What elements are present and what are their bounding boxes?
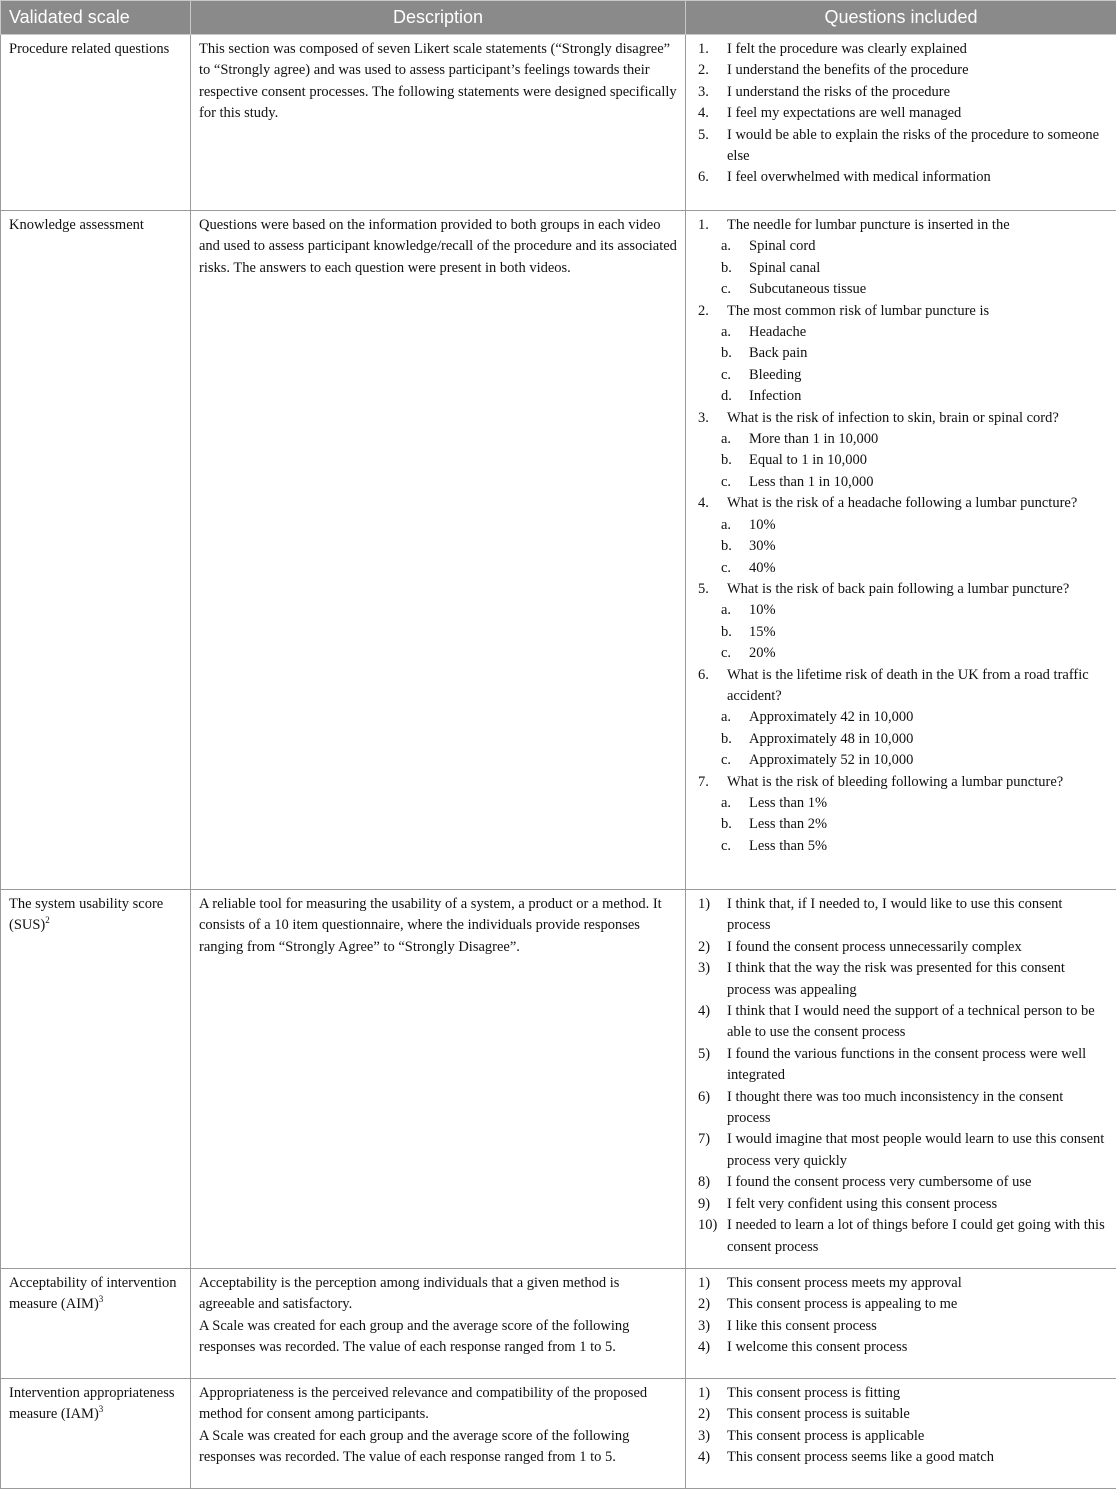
question-number: 1) [698,1273,710,1294]
question-text: What is the risk of infection to skin, brain or spinal cord? [727,410,1059,426]
answer-option [727,600,1108,621]
question-text: I think that I would need the support of a technical person to be able to use the consent process [727,1003,1095,1040]
question-text: This consent process meets my approval [727,1275,962,1291]
description-cell [191,35,686,211]
question-number: 4) [698,1447,710,1468]
question-number: 3. [698,82,709,103]
option-letter: a. [721,322,731,343]
question-number: 1. [698,39,709,60]
scale-name-cell [1,211,191,890]
option-text: Bleeding [749,367,801,383]
answer-option-list [727,707,1108,771]
reference-superscript: 3 [99,1294,104,1304]
question-number: 3) [698,1426,710,1447]
scale-name-cell [1,890,191,1269]
questions-cell [686,1268,1116,1378]
question-list [694,39,1108,189]
table-body [1,35,1116,1489]
option-text: 15% [749,624,776,640]
answer-option-list [727,322,1108,408]
option-letter: d. [721,386,732,407]
question-number: 7) [698,1129,710,1150]
table-row [1,1378,1116,1488]
scale-name-cell [1,1268,191,1378]
question-number: 2. [698,301,709,322]
questions-cell [686,211,1116,890]
questions-cell [686,890,1116,1269]
question-text: The most common risk of lumbar puncture is [727,303,989,319]
header-row [1,1,1116,35]
question-item [694,1316,1108,1337]
description-paragraph: Appropriateness is the perceived relevance and compatibility of the proposed method for consent among participants. [199,1383,677,1426]
question-number: 6. [698,665,709,686]
answer-option [727,707,1108,728]
header-description: Description [191,1,686,35]
question-item [694,665,1108,772]
question-number: 3. [698,408,709,429]
description-paragraph: A Scale was created for each group and the average score of the following responses was recorded. The value of each response ranged from 1 to 5. [199,1316,677,1359]
option-letter: b. [721,814,732,835]
option-letter: a. [721,515,731,536]
question-text: I understand the benefits of the procedure [727,62,969,78]
table-row [1,890,1116,1269]
question-text: I found the various functions in the consent process were well integrated [727,1046,1086,1083]
option-letter: b. [721,343,732,364]
question-item [694,958,1108,1001]
header-validated-scale: Validated scale [1,1,191,35]
question-number: 1) [698,1383,710,1404]
question-text: I found the consent process very cumbersome of use [727,1174,1031,1190]
option-letter: b. [721,622,732,643]
question-text: This consent process is suitable [727,1406,910,1422]
question-list [694,1383,1108,1469]
description-paragraph: Questions were based on the information provided to both groups in each video and used to assess participant knowledge/recall of the procedure and its associated risks. The answers to each question were present in both videos. [199,215,677,279]
answer-option [727,472,1108,493]
description-cell [191,1268,686,1378]
question-item [694,1273,1108,1294]
question-number: 10) [698,1215,717,1236]
option-letter: c. [721,558,731,579]
question-text: This consent process is appealing to me [727,1296,957,1312]
answer-option [727,515,1108,536]
question-number: 3) [698,958,710,979]
question-text: I think that, if I needed to, I would like to use this consent process [727,896,1062,933]
table-row [1,211,1116,890]
description-cell [191,1378,686,1488]
answer-option [727,814,1108,835]
question-text: I felt the procedure was clearly explained [727,41,967,57]
question-item [694,772,1108,858]
option-text: 40% [749,560,776,576]
question-number: 1) [698,894,710,915]
question-item [694,1404,1108,1425]
question-text: What is the risk of bleeding following a lumbar puncture? [727,774,1063,790]
scale-name: Procedure related questions [9,41,169,57]
question-item [694,1129,1108,1172]
answer-option-list [727,429,1108,493]
question-number: 9) [698,1194,710,1215]
reference-superscript: 2 [45,916,50,926]
question-item [694,1172,1108,1193]
question-text: I think that the way the risk was presented for this consent process was appealing [727,960,1065,997]
table-row [1,1268,1116,1378]
option-letter: c. [721,750,731,771]
question-number: 1. [698,215,709,236]
question-list [694,215,1108,857]
question-item [694,1001,1108,1044]
option-text: Less than 1 in 10,000 [749,474,873,490]
option-text: Approximately 42 in 10,000 [749,709,913,725]
question-item [694,1044,1108,1087]
question-text: I like this consent process [727,1318,877,1334]
questions-cell [686,35,1116,211]
answer-option [727,750,1108,771]
scale-name-cell [1,1378,191,1488]
question-item [694,1194,1108,1215]
question-number: 2) [698,1404,710,1425]
question-item [694,301,1108,408]
question-number: 4) [698,1337,710,1358]
option-text: Subcutaneous tissue [749,281,866,297]
question-number: 4. [698,493,709,514]
question-item [694,215,1108,301]
answer-option [727,643,1108,664]
question-text: What is the risk of back pain following a lumbar puncture? [727,581,1069,597]
question-text: I found the consent process unnecessarily complex [727,939,1022,955]
question-item [694,1383,1108,1404]
question-text: What is the risk of a headache following a lumbar puncture? [727,495,1077,511]
option-letter: a. [721,600,731,621]
question-number: 2) [698,937,710,958]
question-text: I feel my expectations are well managed [727,105,961,121]
description-cell [191,890,686,1269]
question-item [694,60,1108,81]
table-row [1,35,1116,211]
description-paragraph: This section was composed of seven Likert scale statements (“Strongly disagree” to “Strongly agree) and was used to assess participant’s feelings towards their respective consent processes. The following statements were designed specifically for this study. [199,39,677,125]
reference-superscript: 3 [99,1404,104,1414]
question-item [694,1337,1108,1358]
description-cell [191,211,686,890]
question-item [694,1447,1108,1468]
question-text: I feel overwhelmed with medical information [727,169,991,185]
question-number: 5) [698,1044,710,1065]
option-letter: c. [721,643,731,664]
answer-option-list [727,600,1108,664]
option-text: 30% [749,538,776,554]
answer-option [727,365,1108,386]
answer-option [727,558,1108,579]
option-text: 10% [749,517,776,533]
answer-option [727,258,1108,279]
option-letter: b. [721,536,732,557]
option-text: Less than 1% [749,795,827,811]
description-paragraph: A Scale was created for each group and the average score of the following responses was recorded. The value of each response ranged from 1 to 5. [199,1426,677,1469]
answer-option-list [727,515,1108,579]
option-text: Headache [749,324,806,340]
question-number: 8) [698,1172,710,1193]
question-text: I would be able to explain the risks of the procedure to someone else [727,127,1099,164]
option-text: More than 1 in 10,000 [749,431,878,447]
answer-option [727,836,1108,857]
answer-option [727,793,1108,814]
answer-option [727,729,1108,750]
option-letter: a. [721,793,731,814]
question-text: The needle for lumbar puncture is inserted in the [727,217,1010,233]
answer-option [727,236,1108,257]
question-text: I thought there was too much inconsistency in the consent process [727,1089,1063,1126]
header-questions-included: Questions included [686,1,1116,35]
option-text: Back pain [749,345,807,361]
answer-option [727,622,1108,643]
answer-option [727,450,1108,471]
question-item [694,167,1108,188]
question-text: I would imagine that most people would learn to use this consent process very quickly [727,1131,1104,1168]
answer-option [727,322,1108,343]
option-text: Less than 5% [749,838,827,854]
option-letter: b. [721,450,732,471]
option-letter: a. [721,429,731,450]
answer-option-list [727,793,1108,857]
question-item [694,408,1108,494]
question-item [694,579,1108,665]
scale-name: Acceptability of intervention measure (AIM) [9,1275,177,1312]
question-number: 2) [698,1294,710,1315]
question-item [694,125,1108,168]
question-text: I understand the risks of the procedure [727,84,950,100]
option-letter: a. [721,236,731,257]
option-letter: c. [721,365,731,386]
option-letter: c. [721,472,731,493]
answer-option [727,536,1108,557]
option-text: Infection [749,388,801,404]
questions-cell [686,1378,1116,1488]
question-item [694,937,1108,958]
question-number: 4. [698,103,709,124]
answer-option [727,279,1108,300]
question-number: 2. [698,60,709,81]
question-number: 3) [698,1316,710,1337]
question-item [694,1087,1108,1130]
answer-option-list [727,236,1108,300]
option-text: Approximately 52 in 10,000 [749,752,913,768]
question-number: 5. [698,579,709,600]
option-letter: b. [721,258,732,279]
question-item [694,894,1108,937]
scale-name: Intervention appropriateness measure (IAM) [9,1385,174,1422]
answer-option [727,429,1108,450]
question-number: 7. [698,772,709,793]
option-text: 10% [749,602,776,618]
question-text: This consent process is applicable [727,1428,924,1444]
question-text: I needed to learn a lot of things before I could get going with this consent process [727,1217,1105,1254]
option-text: Spinal canal [749,260,820,276]
question-text: I welcome this consent process [727,1339,907,1355]
question-item [694,1426,1108,1447]
description-paragraph: Acceptability is the perception among individuals that a given method is agreeable and satisfactory. [199,1273,677,1316]
question-number: 5. [698,125,709,146]
description-paragraph: A reliable tool for measuring the usability of a system, a product or a method. It consists of a 10 item questionnaire, where the individuals provide responses ranging from “Strongly Agree” to “Strongly Disagree”. [199,894,677,958]
scale-name: Knowledge assessment [9,217,144,233]
question-text: This consent process is fitting [727,1385,900,1401]
question-text: This consent process seems like a good match [727,1449,994,1465]
question-item [694,1215,1108,1258]
question-number: 4) [698,1001,710,1022]
question-item [694,39,1108,60]
answer-option [727,386,1108,407]
option-letter: a. [721,707,731,728]
option-letter: c. [721,836,731,857]
option-text: Equal to 1 in 10,000 [749,452,867,468]
scale-name-cell [1,35,191,211]
option-text: 20% [749,645,776,661]
question-number: 6. [698,167,709,188]
question-item [694,1294,1108,1315]
question-item [694,82,1108,103]
question-text: I felt very confident using this consent process [727,1196,997,1212]
question-item [694,493,1108,579]
question-list [694,1273,1108,1359]
scale-name: The system usability score (SUS) [9,896,163,933]
option-letter: b. [721,729,732,750]
option-text: Spinal cord [749,238,815,254]
question-text: What is the lifetime risk of death in the UK from a road traffic accident? [727,667,1089,704]
question-item [694,103,1108,124]
question-number: 6) [698,1087,710,1108]
question-list [694,894,1108,1258]
option-text: Approximately 48 in 10,000 [749,731,913,747]
option-text: Less than 2% [749,816,827,832]
answer-option [727,343,1108,364]
option-letter: c. [721,279,731,300]
